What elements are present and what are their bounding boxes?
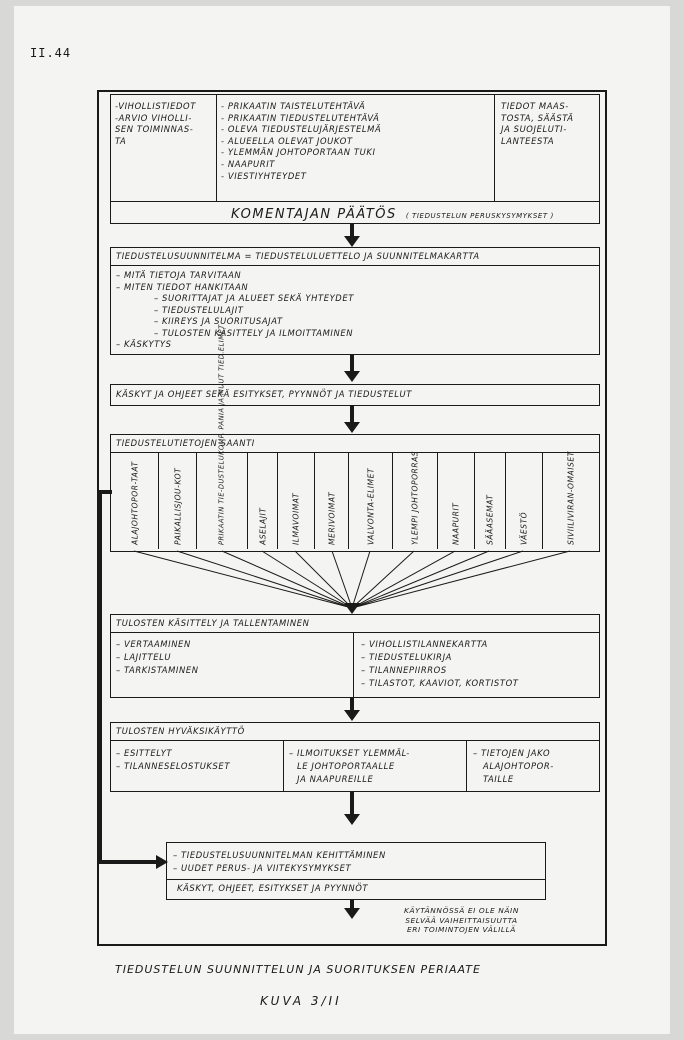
- flow-arrow-head: [344, 236, 360, 247]
- source-subordinate-units: ALAJOHTOPOR-TAAT: [111, 453, 159, 549]
- orders-box: [110, 384, 600, 406]
- usage-distribution: – TIETOJEN JAKO ALAJOHTOPOR- TAILLE: [473, 748, 554, 784]
- usage-title: TULOSTEN HYVÄKSIKÄYTTÖ: [116, 726, 245, 736]
- flow-arrow-head: [344, 908, 360, 919]
- usage-box: [110, 722, 600, 792]
- plan-contents: – MITÄ TIETOJA TARVITAAN – MITEN TIEDOT HANKITAAN – SUORITTAJAT JA ALUEET SEKÄ YHTEYDET – TIEDUSTELULAJIT – KIIREYS JA SUORITUSAJAT – TULOSTEN KÄSITTELY JA ILMOITTAMINEN – KÄSKYTYS: [116, 270, 354, 349]
- source-weather-stations: SÄÄASEMAT: [475, 453, 506, 549]
- source-population: VÄESTÖ: [506, 453, 543, 549]
- processing-methods: – VERTAAMINEN – LAJITTELU – TARKISTAMINEN: [116, 639, 199, 675]
- mission-factors-list: - PRIKAATIN TAISTELUTEHTÄVÄ - PRIKAATIN TIEDUSTELUTEHTÄVÄ - OLEVA TIEDUSTELUJÄRJESTELMÄ - ALUEELLA OLEVAT JOUKOT - YLEMMÄN JOHTOPORTAAN TUKI - NAAPURIT - VIESTIYHTEYDET: [221, 101, 382, 181]
- orders-text: KÄSKYT JA OHJEET SEKÄ ESITYKSET, PYYNNÖT JA TIEDUSTELUT: [116, 389, 412, 399]
- source-air-force: ILMAVOIMAT: [278, 453, 315, 549]
- page-number: II.44: [30, 46, 72, 60]
- situation-box: [110, 94, 600, 224]
- figure-number: KUVA 3/II: [260, 994, 342, 1008]
- feedback-orders: KÄSKYT, OHJEET, ESITYKSET JA PYYNNÖT: [177, 883, 369, 893]
- flow-arrow: [350, 792, 354, 816]
- figure-caption: TIEDUSTELUN SUUNNITTELUN JA SUORITUKSEN PERIAATE: [115, 963, 481, 976]
- source-civil-authorities: SIVIILIVIRAN-OMAISET: [566, 451, 576, 545]
- source-branches: ASELAJIT: [248, 453, 278, 549]
- terrain-weather-list: TIEDOT MAAS- TOSTA, SÄÄSTÄ JA SUOJELUTI- LANTEESTA: [501, 101, 574, 146]
- usage-reports: – ILMOITUKSET YLEMMÄL- LE JOHTOPORTAALLE JA NAAPUREILLE: [289, 748, 410, 784]
- flow-arrow-head: [344, 710, 360, 721]
- flow-arrow-head: [344, 814, 360, 825]
- usage-briefings: – ESITTELYT – TILANNESELOSTUKSET: [116, 748, 231, 771]
- source-navy: MERIVOIMAT: [315, 453, 349, 549]
- source-surveillance: VALVONTA-ELIMET: [349, 453, 393, 549]
- flow-arrow-head: [344, 371, 360, 382]
- collection-title: TIEDUSTELUTIETOJEN SAANTI: [116, 438, 255, 448]
- source-local-troops: PAIKALLISJOU-KOT: [159, 453, 197, 549]
- flow-arrow-head: [344, 422, 360, 433]
- processing-box: [110, 614, 600, 698]
- source-neighbours: NAAPURIT: [438, 453, 475, 549]
- processing-records: – VIHOLLISTILANNEKARTTA – TIEDUSTELUKIRJA – TILANNEPIIRROS – TILASTOT, KAAVIOT, KORTISTOT: [361, 639, 519, 688]
- source-brigade-recon: PRIKAATIN TIE-DUSTELUKOMP. PANIA JA MUUT TIED.ELIMET: [197, 453, 248, 549]
- practice-note: KÄYTÄNNÖSSÄ EI OLE NÄIN SELVÄÄ VAIHEITTAISUUTTA ERI TOIMINTOJEN VÄLILLÄ: [404, 906, 519, 934]
- feedback-lines: – TIEDUSTELUSUUNNITELMAN KEHITTÄMINEN – UUDET PERUS- JA VIITEKYSYMYKSET: [173, 850, 386, 873]
- processing-title: TULOSTEN KÄSITTELY JA TALLENTAMINEN: [116, 618, 310, 628]
- commander-decision: KOMENTAJAN PÄÄTÖS ( TIEDUSTELUN PERUSKYSYMYKSET ): [231, 207, 554, 222]
- intelligence-plan-box: [110, 247, 600, 355]
- plan-title: TIEDUSTELUSUUNNITELMA = TIEDUSTELULUETTELO JA SUUNNITELMAKARTTA: [116, 251, 480, 261]
- source-higher-command: YLEMPI JOHTOPORRAS: [393, 453, 438, 549]
- feedback-box: [166, 842, 546, 900]
- enemy-info-list: -VIHOLLISTIEDOT -ARVIO VIHOLLI- SEN TOIMINNAS- TA: [115, 101, 196, 146]
